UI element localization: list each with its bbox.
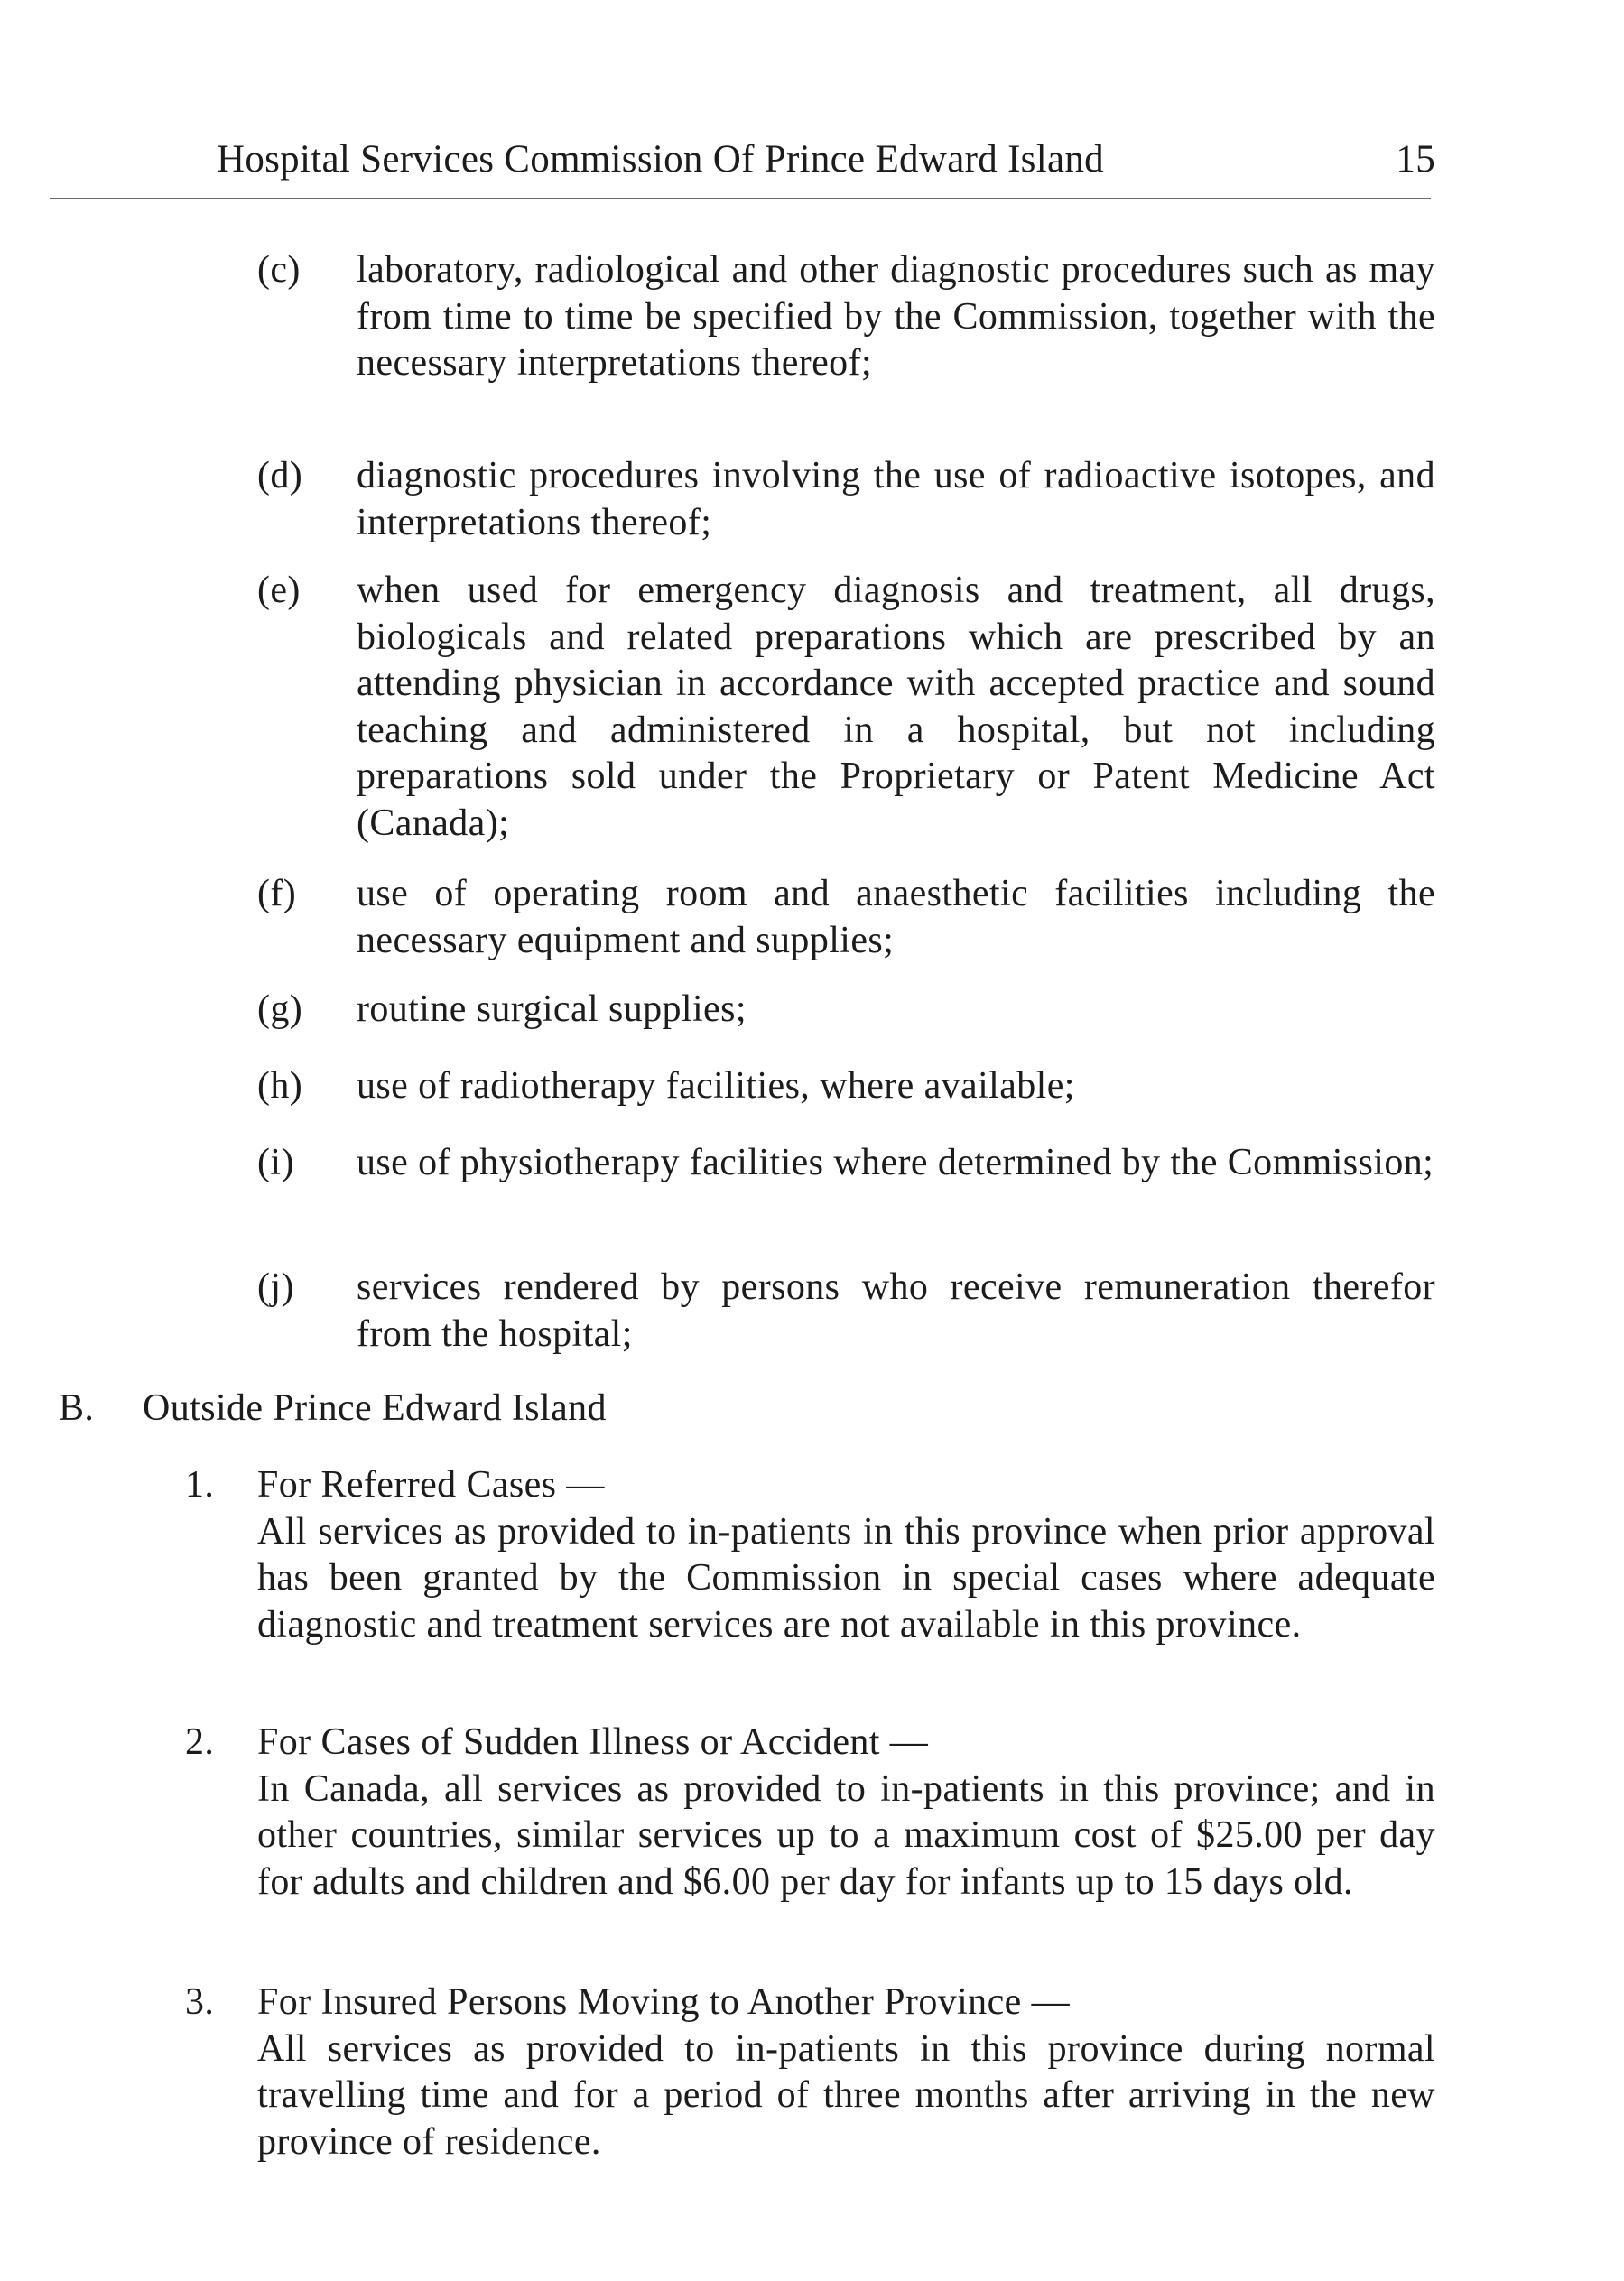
list-item-j [257,1265,1435,1358]
list-item-text: laboratory, radiological and other diagnostic procedures such as may from time to time be specified by the Commission, together with the necessary interpretations thereof; [357,249,1435,384]
numbered-item-heading: For Cases of Sudden Illness or Accident — [257,1721,929,1763]
list-item-text: services rendered by persons who receive remuneration therefor from the hospital; [357,1266,1435,1355]
list-item-text: use of physiotherapy facilities where determined by the Commission; [357,1142,1434,1183]
numbered-item-3 [185,1980,1435,2165]
list-item-text: routine surgical supplies; [357,988,747,1030]
list-item-label: (i) [257,1142,294,1183]
list-item-label: (c) [257,249,301,291]
list-item-text: use of operating room and anaesthetic facilities including the necessary equipment and supplies; [357,873,1435,961]
list-item-text: when used for emergency diagnosis and treatment, all drugs, biologicals and related preparations which are prescribed by an attending physician in accordance with accepted practice and sound teaching and administered in a hospital, but not including preparations sold under the Proprietary or Patent Medicine Act (Canada); [357,570,1435,844]
numbered-item-1 [185,1462,1435,1648]
list-item-e [257,568,1435,847]
section-b-heading [59,1386,1431,1433]
numbered-item-label: 1. [185,1464,215,1506]
numbered-item-label: 3. [185,1981,215,2023]
list-item-c [257,247,1435,387]
list-item-text: diagnostic procedures involving the use of radioactive isotopes, and interpretations thereof; [357,455,1435,543]
list-item-label: (g) [257,988,303,1030]
list-item-text: use of radiotherapy facilities, where available; [357,1065,1075,1107]
list-item-label: (e) [257,570,301,611]
list-item-label: (h) [257,1065,303,1107]
list-item-f [257,871,1435,964]
list-item-h [257,1063,1435,1110]
page-number: 15 [1396,138,1435,181]
numbered-item-text: All services as provided to in-patients in this province during normal travelling time and for a period of three months after arriving in the new province of residence. [257,2027,1435,2163]
numbered-item-heading: For Insured Persons Moving to Another Province — [257,1981,1070,2023]
numbered-item-text: In Canada, all services as provided to in-patients in this province; and in other countries, similar services up to a maximum cost of $25.00 per day for adults and children and $6.00 per day for infants up to 15 days old. [257,1767,1435,1903]
numbered-item-label: 2. [185,1721,215,1763]
running-header-title: Hospital Services Commission Of Prince Edward Island [217,138,1104,181]
numbered-item-2 [185,1720,1435,1905]
list-item-label: (j) [257,1266,294,1308]
header-rule [50,198,1431,199]
list-item-label: (f) [257,873,297,914]
list-item-d [257,453,1435,546]
section-title: Outside Prince Edward Island [143,1387,607,1429]
section-label: B. [59,1387,95,1429]
list-item-g [257,987,1435,1034]
numbered-item-heading: For Referred Cases — [257,1464,605,1506]
list-item-label: (d) [257,455,303,496]
numbered-item-text: All services as provided to in-patients in this province when prior approval has been granted by the Commission in special cases where adequate diagnostic and treatment services are not available in this province. [257,1510,1435,1646]
list-item-i [257,1140,1435,1187]
